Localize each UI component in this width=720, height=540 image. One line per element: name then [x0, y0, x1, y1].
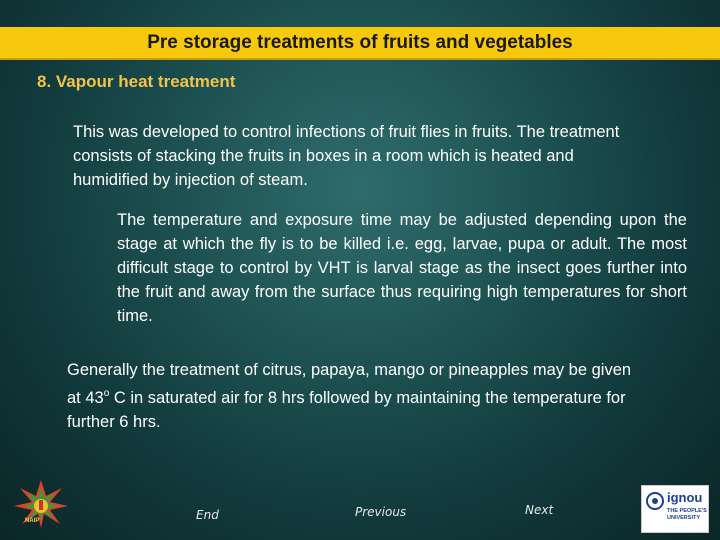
degree-superscript: o [103, 388, 110, 399]
ignou-logo-tagline: THE PEOPLE'S UNIVERSITY [667, 508, 707, 521]
paragraph-temperature: The temperature and exposure time may be adjusted depending upon the stage at which the fly is to be killed i.e. egg, larvae, pupa or adult. The most difficult stage to control by VHT is larval stage as the insect goes further into the fruit and away from the surface thus requiring high temperatures for short time. [117, 211, 687, 325]
ignou-emblem-icon [646, 492, 664, 510]
previous-button[interactable]: Previous [355, 505, 407, 519]
ignou-logo-brand: ignou [667, 490, 703, 505]
paragraph-conditions-part1: Generally the treatment of citrus, papaya, mango or pineapples may be given at 43 [67, 361, 632, 407]
page-title: Pre storage treatments of fruits and vegetables [147, 31, 573, 53]
paragraph-conditions-part2: C in saturated air for 8 hrs followed by maintaining the temperature for further 6 hrs. [67, 389, 626, 431]
naip-logo [10, 478, 72, 530]
section-subtitle: 8. Vapour heat treatment [37, 72, 236, 91]
naip-logo-text: NAIP [25, 518, 40, 524]
paragraph-intro: This was developed to control infections of fruit flies in fruits. The treatment consists of stacking the fruits in boxes in a room which is heated and humidified by injection of steam. [73, 123, 620, 189]
end-button[interactable]: End [196, 508, 219, 522]
title-bar [0, 27, 720, 60]
ignou-logo [641, 485, 709, 533]
next-button[interactable]: Next [525, 503, 554, 517]
paragraph-conditions [67, 358, 647, 434]
